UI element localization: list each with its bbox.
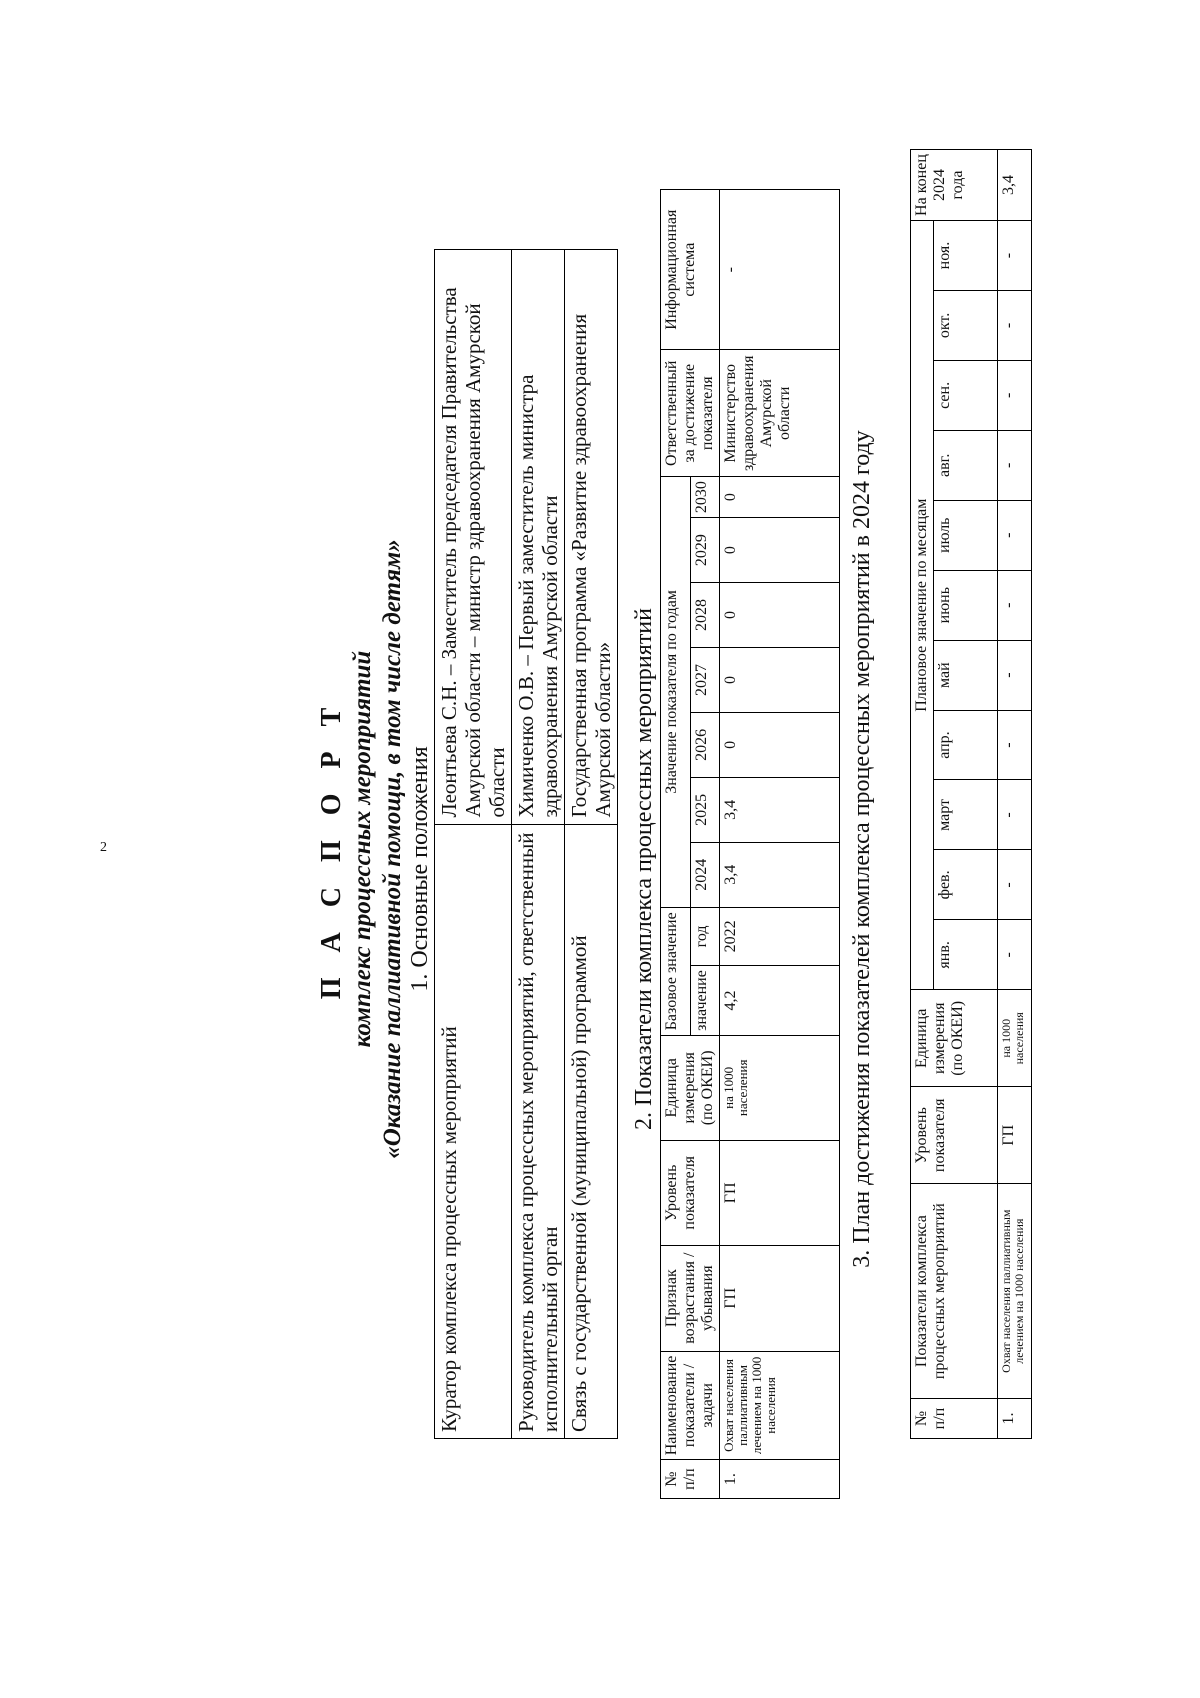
col-month-header: март xyxy=(934,780,998,850)
col-base-value-header: значение xyxy=(690,966,720,1036)
row-year-value: 3,4 xyxy=(720,777,840,842)
indicators-table xyxy=(660,189,840,1499)
head-value: Химиченко О.В. – Первый заместитель министра здравоохранения Амурской области xyxy=(512,250,565,825)
col-month-header: ноя. xyxy=(934,221,998,291)
row-month-value: - xyxy=(998,920,1032,990)
table-row xyxy=(998,150,1032,1439)
program-link-value: Государственная программа «Развитие здравоохранения Амурской области» xyxy=(565,250,618,825)
row-month-value: - xyxy=(998,500,1032,570)
row-base-value: 4,2 xyxy=(720,966,840,1036)
head-label: Руководитель комплекса процессных мероприятий, ответственный исполнительный орган xyxy=(512,824,565,1438)
col-month-header: сен. xyxy=(934,360,998,430)
col-unit-header: Единица измерения (по ОКЕИ) xyxy=(911,990,998,1087)
document-subtitle: комплекс процессных мероприятий xyxy=(349,650,376,1048)
row-year-end: 3,4 xyxy=(998,150,1032,221)
col-month-header: янв. xyxy=(934,920,998,990)
col-sign-header: Признак возрастания / убывания xyxy=(661,1245,720,1351)
title-block xyxy=(316,69,408,1629)
row-month-value: - xyxy=(998,640,1032,710)
page-number: 2 xyxy=(100,840,107,855)
document-name: «Оказание паллиативной помощи, в том числе детям» xyxy=(379,539,406,1159)
row-month-value: - xyxy=(998,780,1032,850)
col-month-header: июнь xyxy=(934,570,998,640)
col-unit-header: Единица измерения (по ОКЕИ) xyxy=(661,1035,720,1140)
plan-table xyxy=(910,149,1032,1439)
row-month-value: - xyxy=(998,221,1032,291)
row-year-value: 0 xyxy=(720,583,840,648)
table-header-row xyxy=(911,150,934,1439)
row-num: 1. xyxy=(720,1460,840,1499)
row-unit: на 1000 населения xyxy=(720,1035,840,1140)
section2-heading: 2. Показатели комплекса процессных мероприятий xyxy=(631,608,657,1131)
row-month-value: - xyxy=(998,360,1032,430)
col-month-header: май xyxy=(934,640,998,710)
col-year-header: 2030 xyxy=(690,477,720,518)
col-year-end-header: На конец 2024 года xyxy=(911,150,998,221)
col-year-header: 2024 xyxy=(690,842,720,907)
row-month-value: - xyxy=(998,430,1032,500)
table-row xyxy=(512,250,565,1439)
row-year-value: 0 xyxy=(720,518,840,583)
col-month-header: июль xyxy=(934,500,998,570)
col-plan-header: Плановое значение по месяцам xyxy=(911,221,934,990)
document-title: П А С П О Р Т xyxy=(316,698,347,1000)
col-responsible-header: Ответственный за достижение показателя xyxy=(661,350,720,477)
row-month-value: - xyxy=(998,570,1032,640)
col-name-header: Наименование показатели /задачи xyxy=(661,1351,720,1460)
col-month-header: авг. xyxy=(934,430,998,500)
rotated-page-content xyxy=(120,69,1080,1629)
row-sign: ГП xyxy=(720,1245,840,1351)
col-year-header: 2029 xyxy=(690,518,720,583)
section3-heading: 3. План достижения показателей комплекса процессных мероприятий в 2024 году xyxy=(849,430,875,1268)
col-month-header: фев. xyxy=(934,850,998,920)
col-level-header: Уровень показателя xyxy=(661,1140,720,1245)
row-year-value: 3,4 xyxy=(720,842,840,907)
row-indicator-name: Охват населения паллиативным лечением на 1000 населения xyxy=(998,1184,1032,1399)
col-month-header: окт. xyxy=(934,290,998,360)
col-year-header: 2025 xyxy=(690,777,720,842)
table-header-row xyxy=(661,190,691,1499)
table-row xyxy=(435,250,512,1439)
row-month-value: - xyxy=(998,290,1032,360)
col-num-header: № п/п xyxy=(661,1460,720,1499)
curator-value: Леонтьева С.Н. – Заместитель председателя Правительства Амурской области – министр здравоохранения Амурской области xyxy=(435,250,512,825)
row-num: 1. xyxy=(998,1399,1032,1439)
row-month-value: - xyxy=(998,850,1032,920)
row-indicator-name: Охват населения паллиативным лечением на 1000 населения xyxy=(720,1351,840,1460)
row-infosystem: - xyxy=(720,190,840,350)
col-level-header: Уровень показателя xyxy=(911,1087,998,1184)
row-level: ГП xyxy=(998,1087,1032,1184)
col-years-header: Значение показателя по годам xyxy=(661,477,691,908)
curator-label: Куратор комплекса процессных мероприятий xyxy=(435,824,512,1438)
row-year-value: 0 xyxy=(720,477,840,518)
col-base-year-header: год xyxy=(690,907,720,965)
program-link-label: Связь с государственной (муниципальной) программой xyxy=(565,824,618,1438)
row-unit: на 1000 населения xyxy=(998,990,1032,1087)
main-provisions-table xyxy=(434,249,618,1439)
row-responsible: Министерство здравоохранения Амурской области xyxy=(720,350,840,477)
row-month-value: - xyxy=(998,710,1032,780)
col-name-header: Показатели комплекса процессных мероприятий xyxy=(911,1184,998,1399)
row-year-value: 0 xyxy=(720,648,840,713)
table-row xyxy=(565,250,618,1439)
col-year-header: 2027 xyxy=(690,648,720,713)
row-year-value: 0 xyxy=(720,712,840,777)
col-year-header: 2028 xyxy=(690,583,720,648)
row-base-year: 2022 xyxy=(720,907,840,965)
table-row xyxy=(720,190,840,1499)
col-month-header: апр. xyxy=(934,710,998,780)
col-base-header: Базовое значение xyxy=(661,907,691,1035)
row-level: ГП xyxy=(720,1140,840,1245)
col-infosystem-header: Информационная система xyxy=(661,190,720,350)
col-year-header: 2026 xyxy=(690,712,720,777)
col-num-header: № п/п xyxy=(911,1399,998,1439)
section1-heading: 1. Основные положения xyxy=(407,746,433,992)
